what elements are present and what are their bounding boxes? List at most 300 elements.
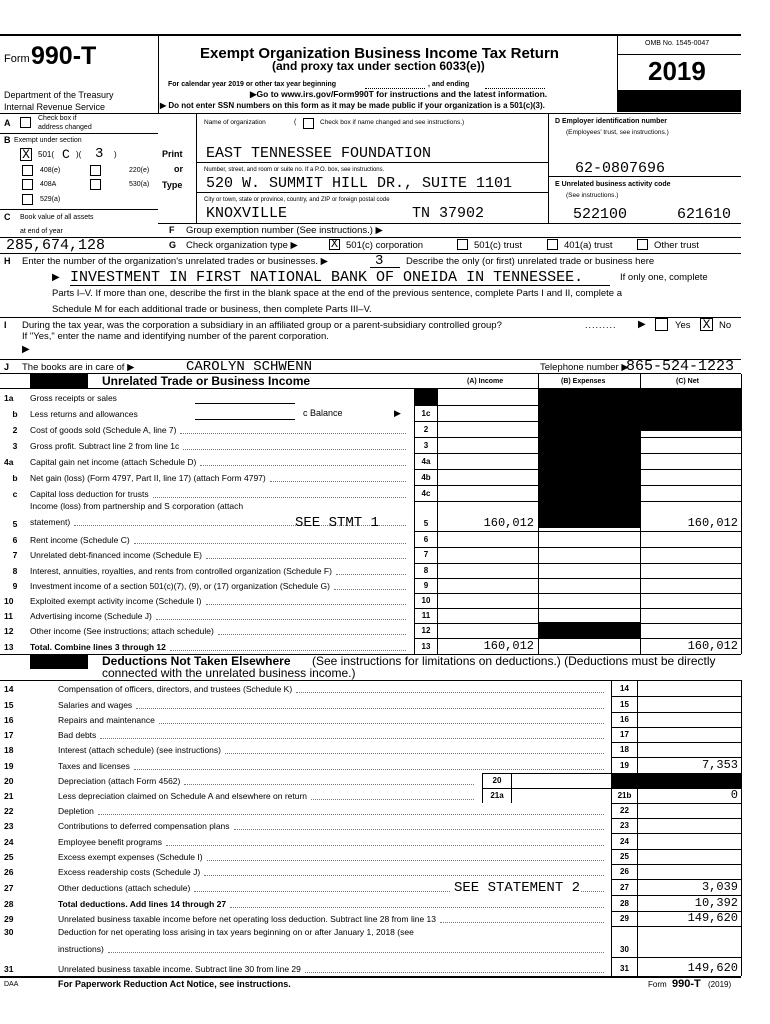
col-b-header: (B) Expenses xyxy=(561,378,606,385)
part-2-row xyxy=(0,849,741,864)
line-description-2 xyxy=(58,945,608,954)
line-text: Employee benefit programs xyxy=(58,837,162,847)
line-text: Salaries and wages xyxy=(58,700,133,710)
omb-number: OMB No. 1545-0047 xyxy=(645,40,710,47)
inner-box-label: 20 xyxy=(492,776,502,785)
line-description xyxy=(58,838,608,847)
g-label: G xyxy=(169,240,177,250)
part-2-row xyxy=(0,803,741,818)
footer-year: (2019) xyxy=(708,980,732,989)
dot-leader xyxy=(156,619,406,620)
line-number: 29 xyxy=(4,914,14,924)
inner-value-field[interactable] xyxy=(511,773,611,788)
exempt-530a-label: 530(a) xyxy=(129,181,150,188)
inner-top xyxy=(482,773,611,774)
line-number: 12 xyxy=(4,626,14,636)
dot-leader xyxy=(296,692,604,693)
line-description xyxy=(30,567,410,576)
tax-year: 2019 xyxy=(648,56,706,86)
row-rule xyxy=(611,742,741,743)
line-text: Other deductions (attach schedule) xyxy=(58,883,191,893)
exempt-501-text: 501( xyxy=(38,150,55,159)
line-box-label: 4b xyxy=(421,473,431,482)
line-text: Net gain (loss) (Form 4797, Part II, line 17) (attach Form 4797) xyxy=(30,473,266,483)
row-rule xyxy=(611,696,741,697)
exempt-408a-label: 408A xyxy=(40,181,57,188)
row-rule xyxy=(611,849,741,850)
deduction-value[interactable]: 0 xyxy=(730,788,738,802)
line-box-label: 10 xyxy=(421,596,431,605)
line-text: Rent income (Schedule C) xyxy=(30,535,130,545)
exempt-501-subsection: 3 xyxy=(95,146,104,162)
type-501c-corp-checkbox[interactable]: X xyxy=(330,237,339,251)
dot-leader xyxy=(100,738,604,739)
col-a-shaded-top xyxy=(414,388,437,405)
h-text-1: Enter the number of the organization's unrelated trades or businesses. ▶ xyxy=(22,256,328,267)
line-text: Capital loss deduction for trusts xyxy=(30,489,149,499)
part-2-row xyxy=(0,757,741,773)
h-text-4: Parts I–V. If more than one, describe the first in the blank space at the end of the previous sentence, complete Parts I and II, complete a xyxy=(52,288,622,299)
dot-leader xyxy=(108,952,604,953)
line-number: 18 xyxy=(4,745,14,755)
inner-value-field[interactable] xyxy=(511,788,611,803)
ein-label: D Employer identification number xyxy=(555,118,668,125)
col-b-shaded-2 xyxy=(538,622,640,638)
line-box-label: 1c xyxy=(421,409,431,418)
exempt-408a-checkbox[interactable] xyxy=(22,179,33,190)
part-2-row xyxy=(0,681,741,696)
line-number: 6 xyxy=(12,535,18,545)
row-rule xyxy=(611,803,741,804)
subsidiary-no-label: No xyxy=(719,320,732,331)
line-description xyxy=(30,458,410,467)
line-description xyxy=(58,746,608,755)
deduction-value[interactable]: 3,039 xyxy=(701,880,738,894)
line-text: Compensation of officers, directors, and trustees (Schedule K) xyxy=(58,684,293,694)
part-2-row xyxy=(0,788,741,803)
line-text: Less returns and allowances xyxy=(30,409,138,419)
form-subtitle: (and proxy tax under section 6033(e)) xyxy=(272,59,485,73)
line-box-label: 7 xyxy=(423,550,429,559)
line-number: 28 xyxy=(4,899,14,909)
part-1-tab xyxy=(30,374,88,388)
line-text: Interest, annuities, royalties, and rents from controlled organization (Schedule F) xyxy=(30,566,332,576)
dot-leader xyxy=(305,972,604,973)
name-label: Name of organization xyxy=(204,119,266,126)
part-2-row xyxy=(0,926,741,957)
books-care-of-label: The books are in care of ▶ xyxy=(22,362,135,373)
part-2-title: Deductions Not Taken Elsewhere xyxy=(102,654,291,668)
part-2-row xyxy=(0,833,741,849)
part-1-row xyxy=(0,563,741,578)
line-description xyxy=(58,928,608,937)
line-box-label: 3 xyxy=(423,441,429,450)
part-1-row xyxy=(0,531,741,547)
line-box-label: 30 xyxy=(620,945,629,954)
line-text: Capital gain net income (attach Schedule D) xyxy=(30,457,197,467)
dot-leader xyxy=(184,784,474,785)
address-changed-label: Check box if address changed xyxy=(38,115,92,131)
line-number: 20 xyxy=(4,776,14,786)
line-number: 10 xyxy=(4,596,14,606)
exempt-501-sep: )( xyxy=(76,150,82,159)
part-2-row xyxy=(0,864,741,879)
dot-leader xyxy=(180,433,406,434)
line-text: Investment income of a section 501(c)(7), (9), or (17) organization (Schedule G) xyxy=(30,581,330,591)
part-2-title-line2: connected with the unrelated business income.) xyxy=(102,666,356,680)
subsidiary-yes-label: Yes xyxy=(675,320,691,331)
row-rule xyxy=(611,818,741,819)
line-box-label: 12 xyxy=(421,626,431,635)
line-number: 13 xyxy=(4,642,14,652)
line-number: 27 xyxy=(4,883,14,893)
line-box-label: 22 xyxy=(620,806,629,815)
row-rule xyxy=(611,864,741,865)
part-2-tab xyxy=(30,655,88,669)
line-text: Excess readership costs (Schedule J) xyxy=(58,867,201,877)
dot-leader xyxy=(134,769,604,770)
type-501c-corp-label: 501(c) corporation xyxy=(346,240,424,251)
h-text-5: Schedule M for each additional trade or business, then complete Parts III–V. xyxy=(52,304,372,315)
city: KNOXVILLE xyxy=(206,205,288,222)
part-2-row xyxy=(0,742,741,757)
business-count: 3 xyxy=(375,253,384,269)
row-rule xyxy=(611,788,741,789)
line-number: 16 xyxy=(4,715,14,725)
group-exemption-label: Group exemption number (See instructions.) ▶ xyxy=(186,225,383,236)
type-other-trust-checkbox[interactable] xyxy=(637,239,648,250)
part-2-row xyxy=(0,696,741,712)
dot-leader xyxy=(207,860,604,861)
line-description xyxy=(30,643,410,652)
state-zip: TN 37902 xyxy=(412,205,485,222)
dot-leader xyxy=(200,465,406,466)
line-text: Contributions to deferred compensation plans xyxy=(58,821,230,831)
line-number: 8 xyxy=(12,566,18,576)
part-1-row xyxy=(0,578,741,593)
line-description xyxy=(30,627,410,636)
print-label: Print xyxy=(162,149,183,159)
net-value[interactable]: 160,012 xyxy=(687,516,738,530)
dot-leader xyxy=(166,845,604,846)
line-description xyxy=(30,442,410,451)
line-box-label: 24 xyxy=(620,837,629,846)
department-label: Department of the Treasury xyxy=(4,90,114,100)
line-box-label: 28 xyxy=(620,899,629,908)
deduction-value[interactable]: 10,392 xyxy=(694,896,738,910)
paren-label: ( xyxy=(294,119,297,126)
line-description xyxy=(58,701,608,710)
and-ending-text: , and ending xyxy=(428,81,470,88)
form-label: Form xyxy=(4,53,30,65)
statement-ref: SEE STMT 1 xyxy=(295,515,380,531)
line-box-label: 13 xyxy=(421,642,431,651)
line-box-label: 23 xyxy=(620,821,629,830)
line-number: 9 xyxy=(12,581,18,591)
b-label: B xyxy=(4,135,11,145)
line-box-label: 27 xyxy=(620,883,629,892)
street-address: 520 W. SUMMIT HILL DR., SUITE 1101 xyxy=(206,175,513,192)
part-2-row xyxy=(0,911,741,926)
h-label: H xyxy=(4,256,11,266)
line-text: Cost of goods sold (Schedule A, line 7) xyxy=(30,425,177,435)
line-text: Other income (See instructions; attach schedule) xyxy=(30,626,214,636)
street-label: Number, street, and room or suite no. If a P.O. box, see instructions. xyxy=(204,167,385,173)
part-1-row xyxy=(0,638,741,654)
line-description xyxy=(58,731,608,740)
i-dots: ......... xyxy=(585,320,617,330)
part-2-row xyxy=(0,895,741,911)
row-rule xyxy=(611,712,741,713)
line-box-label: 16 xyxy=(620,715,629,724)
line-description xyxy=(30,536,410,545)
footer-form-word: Form xyxy=(648,980,667,989)
line-description xyxy=(30,410,410,419)
f-label: F xyxy=(169,225,175,235)
type-501c-trust-label: 501(c) trust xyxy=(474,240,523,251)
line-text: Excess exempt expenses (Schedule I) xyxy=(58,852,203,862)
line-description xyxy=(30,612,410,621)
type-label: Type xyxy=(162,180,183,190)
row-rule xyxy=(414,593,741,594)
line-number: 1a xyxy=(4,393,14,403)
line-number: 15 xyxy=(4,700,14,710)
deduction-value[interactable]: 149,620 xyxy=(687,961,738,975)
line-text: Less depreciation claimed on Schedule A and elsewhere on return xyxy=(58,791,308,801)
name-changed-checkbox[interactable] xyxy=(303,118,314,129)
line-number: 7 xyxy=(12,550,18,560)
line-description xyxy=(30,474,410,483)
activity-code-2: 621610 xyxy=(677,206,732,223)
line-text: Unrelated debt-financed income (Schedule E) xyxy=(30,550,202,560)
part-2-row xyxy=(0,712,741,727)
exempt-529a-checkbox[interactable] xyxy=(22,194,33,205)
book-value-label-2: at end of year xyxy=(20,228,63,235)
subsidiary-yes-checkbox[interactable] xyxy=(655,318,668,331)
line-box-label: 26 xyxy=(620,867,629,876)
line-description xyxy=(30,394,410,403)
line-box-label: 18 xyxy=(620,745,629,754)
row-rule xyxy=(414,638,741,639)
exempt-408e-checkbox[interactable] xyxy=(22,165,33,176)
line-text-2: instructions) xyxy=(58,944,104,954)
line-number: 17 xyxy=(4,730,14,740)
dot-leader xyxy=(230,907,604,908)
part-2-title-rest: (See instructions for limitations on deductions.) (Deductions must be directly xyxy=(312,654,716,668)
line-description xyxy=(30,597,410,606)
line-box-label: 19 xyxy=(620,761,629,770)
inner-top xyxy=(482,788,611,789)
income-value[interactable]: 160,012 xyxy=(483,516,534,530)
line-number: b xyxy=(12,409,18,419)
balance-label: c Balance xyxy=(303,408,343,418)
line-box-label: 25 xyxy=(620,852,629,861)
inner-box-label: 21a xyxy=(490,791,504,800)
part-1-title: Unrelated Trade or Business Income xyxy=(102,374,311,388)
exempt-220e-checkbox[interactable] xyxy=(90,165,101,176)
line-number: 5 xyxy=(12,519,18,529)
address-changed-checkbox[interactable] xyxy=(20,117,31,128)
line-box-label: 15 xyxy=(620,700,629,709)
row-rule xyxy=(414,531,741,532)
exempt-501-end: ) xyxy=(114,150,117,159)
row-rule xyxy=(611,833,741,834)
row-rule xyxy=(611,911,741,912)
line-number: 25 xyxy=(4,852,14,862)
line-text: Deduction for net operating loss arising in tax years beginning on or after January 1, 2018 (see xyxy=(58,927,414,937)
net-value[interactable]: 160,012 xyxy=(687,639,738,653)
receipts-field[interactable] xyxy=(195,403,295,404)
dot-leader xyxy=(225,753,604,754)
type-401a-checkbox[interactable] xyxy=(547,239,558,250)
exempt-220e-label: 220(e) xyxy=(129,167,150,174)
line-number: 2 xyxy=(12,425,18,435)
deduction-value[interactable]: 149,620 xyxy=(687,911,738,925)
row-rule xyxy=(414,563,741,564)
line-box-label: 31 xyxy=(620,964,629,973)
part-2-row xyxy=(0,818,741,833)
line-number: 4a xyxy=(4,457,14,467)
line-number: 19 xyxy=(4,761,14,771)
line-text: Total deductions. Add lines 14 through 27 xyxy=(58,899,227,909)
deduction-value[interactable]: 7,353 xyxy=(701,758,738,772)
i-label: I xyxy=(4,320,7,330)
dot-leader xyxy=(204,875,604,876)
city-label: City or town, state or province, country, and ZIP or foreign postal code xyxy=(204,197,390,203)
dot-leader xyxy=(206,604,407,605)
line-description xyxy=(58,777,478,786)
ein-value: 62-0807696 xyxy=(575,160,666,177)
line-number: 30 xyxy=(4,927,14,937)
line-text-2: statement) xyxy=(30,517,71,527)
line-20-shaded xyxy=(611,773,741,788)
line-number: 26 xyxy=(4,867,14,877)
line-description xyxy=(30,426,410,435)
line-box-label: 4a xyxy=(421,457,431,466)
calendar-year-text: For calendar year 2019 or other tax year beginning xyxy=(168,81,337,88)
line-description xyxy=(58,822,608,831)
line-box-label: 11 xyxy=(421,611,431,620)
line-description xyxy=(58,900,608,909)
line-box-label: 21b xyxy=(617,791,632,800)
row-rule xyxy=(611,895,741,896)
exempt-530a-checkbox[interactable] xyxy=(90,179,101,190)
irs-label: Internal Revenue Service xyxy=(4,102,106,112)
dot-leader xyxy=(134,543,406,544)
part-2-row xyxy=(0,879,741,895)
line-number: c xyxy=(12,489,18,499)
line-text: Gross profit. Subtract line 2 from line 1c xyxy=(30,441,180,451)
line-text: Income (loss) from partnership and S corporation (attach xyxy=(30,501,244,511)
line-number: 21 xyxy=(4,791,14,801)
line-box-label: 2 xyxy=(423,425,429,434)
line-description xyxy=(30,551,410,560)
balance-arrow: ▶ xyxy=(394,408,401,418)
returns-field[interactable] xyxy=(195,419,295,420)
exempt-529a-label: 529(a) xyxy=(40,196,61,203)
business-description: INVESTMENT IN FIRST NATIONAL BANK OF ONEIDA IN TENNESSEE. xyxy=(70,269,584,286)
or-label: or xyxy=(174,164,183,174)
line-number: b xyxy=(12,473,18,483)
dot-leader xyxy=(136,708,604,709)
line-description xyxy=(58,853,608,862)
h-arrow: ▶ xyxy=(52,272,60,283)
line-number: 14 xyxy=(4,684,14,694)
line-description xyxy=(58,807,608,816)
org-name: EAST TENNESSEE FOUNDATION xyxy=(206,145,432,162)
line-description xyxy=(58,685,608,694)
ssn-warning: ▶ Do not enter SSN numbers on this form as it may be made public if your organization is a 501(c)(3). xyxy=(160,101,545,110)
exempt-501c-checkbox[interactable]: X xyxy=(20,148,32,161)
line-box-label: 5 xyxy=(423,519,429,528)
statement-ref: SEE STATEMENT 2 xyxy=(450,881,580,895)
dot-leader xyxy=(440,922,604,923)
line-box-label: 8 xyxy=(423,566,429,575)
line-text: Total. Combine lines 3 through 12 xyxy=(30,642,166,652)
org-type-label: Check organization type ▶ xyxy=(186,240,298,251)
book-value-label: Book value of all assets xyxy=(20,214,94,221)
part-2-row xyxy=(0,727,741,742)
line-text: Depletion xyxy=(58,806,94,816)
col-c-shaded-1 xyxy=(640,388,741,431)
part-2-row xyxy=(0,957,741,976)
j-label: J xyxy=(4,362,10,372)
income-value[interactable]: 160,012 xyxy=(483,639,534,653)
h-text-2: Describe the only (or first) unrelated trade or business here xyxy=(406,256,655,267)
type-501c-trust-checkbox[interactable] xyxy=(457,239,468,250)
subsidiary-no-checkbox[interactable]: X xyxy=(700,318,713,331)
line-box-label: 6 xyxy=(423,535,429,544)
dot-leader xyxy=(153,497,406,498)
dot-leader xyxy=(270,481,406,482)
row-rule xyxy=(611,727,741,728)
row-rule xyxy=(611,879,741,880)
line-description xyxy=(30,502,410,511)
line-number: 23 xyxy=(4,821,14,831)
i-text-1: During the tax year, was the corporation a subsidiary in an affiliated group or a parent-subsidiary controlled group? xyxy=(22,320,502,331)
telephone-label: Telephone number ▶ xyxy=(540,362,629,373)
row-rule xyxy=(414,608,741,609)
dot-leader xyxy=(98,814,604,815)
line-text: Bad debts xyxy=(58,730,97,740)
activity-code-sublabel: (See instructions.) xyxy=(566,192,619,199)
line-text: Exploited exempt activity income (Schedule I) xyxy=(30,596,202,606)
dot-leader xyxy=(234,829,604,830)
col-a-header: (A) Income xyxy=(467,378,504,385)
line-description xyxy=(58,915,608,924)
a-label: A xyxy=(4,118,11,128)
line-number: 22 xyxy=(4,806,14,816)
exempt-501-letter: C xyxy=(62,147,70,162)
dot-leader xyxy=(183,449,406,450)
i-arrow-2: ▶ xyxy=(22,344,30,355)
book-value: 285,674,128 xyxy=(6,237,106,254)
line-text: Gross receipts or sales xyxy=(30,393,117,403)
line-text: Depreciation (attach Form 4562) xyxy=(58,776,181,786)
form-title: Exempt Organization Business Income Tax Return xyxy=(200,45,559,62)
books-care-of: CAROLYN SCHWENN xyxy=(186,359,313,375)
h-text-3: If only one, complete xyxy=(620,272,708,283)
line-description xyxy=(58,868,608,877)
activity-code-label: E Unrelated business activity code xyxy=(555,181,671,188)
line-text: Repairs and maintenance xyxy=(58,715,155,725)
line-number: 11 xyxy=(4,611,13,621)
part-1-row xyxy=(0,608,741,623)
col-c-header: (C) Net xyxy=(676,378,699,385)
irs-url-text: ▶Go to www.irs.gov/Form990T for instructions and the latest information. xyxy=(250,89,548,99)
c-label: C xyxy=(4,212,11,222)
dot-leader xyxy=(170,650,406,651)
